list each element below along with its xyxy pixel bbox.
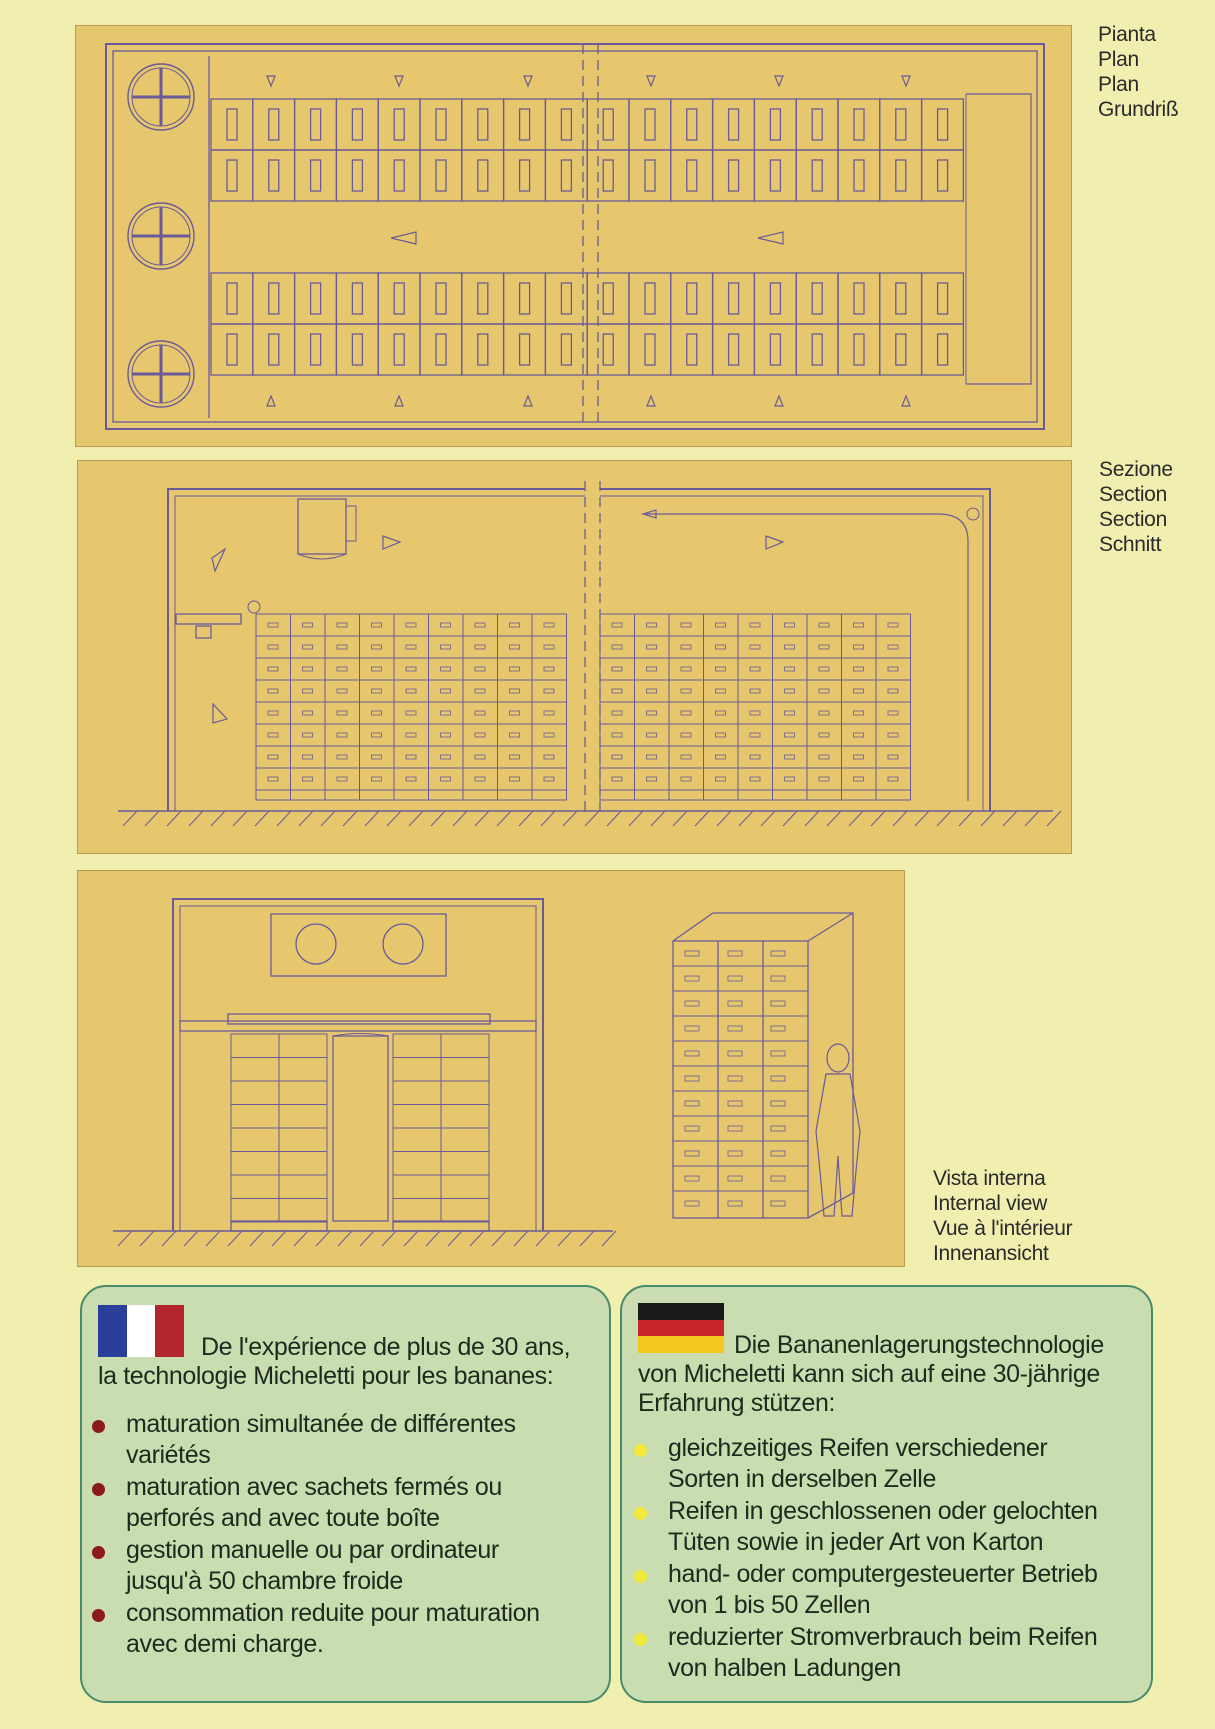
french-bullet-list <box>92 1409 602 1661</box>
french-bullet-line: maturation simultanée de différentes <box>126 1410 516 1438</box>
section-label-it: Sezione <box>1099 458 1173 481</box>
bullet-dot-icon <box>92 1609 105 1622</box>
german-text-box <box>620 1285 1153 1703</box>
interior-view-panel <box>77 870 905 1267</box>
german-bullet-item <box>634 1496 1149 1558</box>
section-label-de: Schnitt <box>1099 533 1162 556</box>
interior-view-drawing <box>78 871 904 1266</box>
plan-drawing-panel <box>75 25 1072 447</box>
french-intro-line-2: la technologie Micheletti pour les bananes: <box>98 1362 554 1390</box>
french-bullet-line: variétés <box>126 1441 211 1469</box>
german-bullet-item <box>634 1559 1149 1621</box>
interior-label <box>933 1166 1072 1266</box>
bullet-dot-icon <box>92 1420 105 1433</box>
german-bullet-item <box>634 1433 1149 1495</box>
french-bullet-line: maturation avec sachets fermés ou <box>126 1473 502 1501</box>
interior-label-fr: Vue à l'intérieur <box>933 1217 1073 1240</box>
french-bullet-item <box>92 1409 602 1471</box>
section-drawing-panel <box>77 460 1072 854</box>
german-intro-line-3: Erfahrung stützen: <box>638 1389 836 1417</box>
section-label-fr: Section <box>1099 508 1167 531</box>
interior-label-it: Vista interna <box>933 1167 1046 1190</box>
section-label <box>1099 457 1173 557</box>
german-bullet-line: Reifen in geschlossenen oder gelochten <box>668 1497 1098 1525</box>
french-bullet-line: avec demi charge. <box>126 1630 324 1658</box>
plan-label-it: Pianta <box>1098 23 1156 46</box>
german-bullet-list <box>634 1433 1149 1685</box>
french-bullet-item <box>92 1598 602 1660</box>
interior-label-de: Innenansicht <box>933 1242 1049 1265</box>
german-bullet-line: Tüten sowie in jeder Art von Karton <box>668 1528 1044 1556</box>
german-intro <box>638 1331 1148 1418</box>
plan-label <box>1098 22 1178 122</box>
bullet-dot-icon <box>634 1507 647 1520</box>
french-intro-line-1: De l'expérience de plus de 30 ans, <box>201 1333 571 1361</box>
section-label-en: Section <box>1099 483 1167 506</box>
german-intro-line-2: von Micheletti kann sich auf eine 30-jährige <box>638 1360 1100 1388</box>
french-text-box <box>80 1285 611 1703</box>
french-bullet-line: perforés and avec toute boîte <box>126 1504 440 1532</box>
french-bullet-line: consommation reduite pour maturation <box>126 1599 540 1627</box>
bullet-dot-icon <box>92 1546 105 1559</box>
section-drawing <box>78 461 1071 853</box>
french-bullet-item <box>92 1535 602 1597</box>
german-bullet-line: von halben Ladungen <box>668 1654 901 1682</box>
german-bullet-item <box>634 1622 1149 1684</box>
bullet-dot-icon <box>92 1483 105 1496</box>
french-bullet-line: jusqu'à 50 chambre froide <box>126 1567 403 1595</box>
plan-drawing <box>76 26 1071 446</box>
plan-label-en: Plan <box>1098 48 1139 71</box>
bullet-dot-icon <box>634 1633 647 1646</box>
bullet-dot-icon <box>634 1570 647 1583</box>
german-bullet-line: reduzierter Stromverbrauch beim Reifen <box>668 1623 1098 1651</box>
plan-label-de: Grundriß <box>1098 98 1179 121</box>
interior-label-en: Internal view <box>933 1192 1047 1215</box>
german-bullet-line: von 1 bis 50 Zellen <box>668 1591 871 1619</box>
french-bullet-line: gestion manuelle ou par ordinateur <box>126 1536 499 1564</box>
french-intro <box>98 1333 603 1391</box>
german-bullet-line: gleichzeitiges Reifen verschiedener <box>668 1434 1048 1462</box>
french-bullet-item <box>92 1472 602 1534</box>
german-bullet-line: hand- oder computergesteuerter Betrieb <box>668 1560 1098 1588</box>
plan-label-fr: Plan <box>1098 73 1139 96</box>
german-bullet-line: Sorten in derselben Zelle <box>668 1465 936 1493</box>
bullet-dot-icon <box>634 1444 647 1457</box>
german-intro-line-1: Die Bananenlagerungstechnologie <box>734 1331 1104 1359</box>
